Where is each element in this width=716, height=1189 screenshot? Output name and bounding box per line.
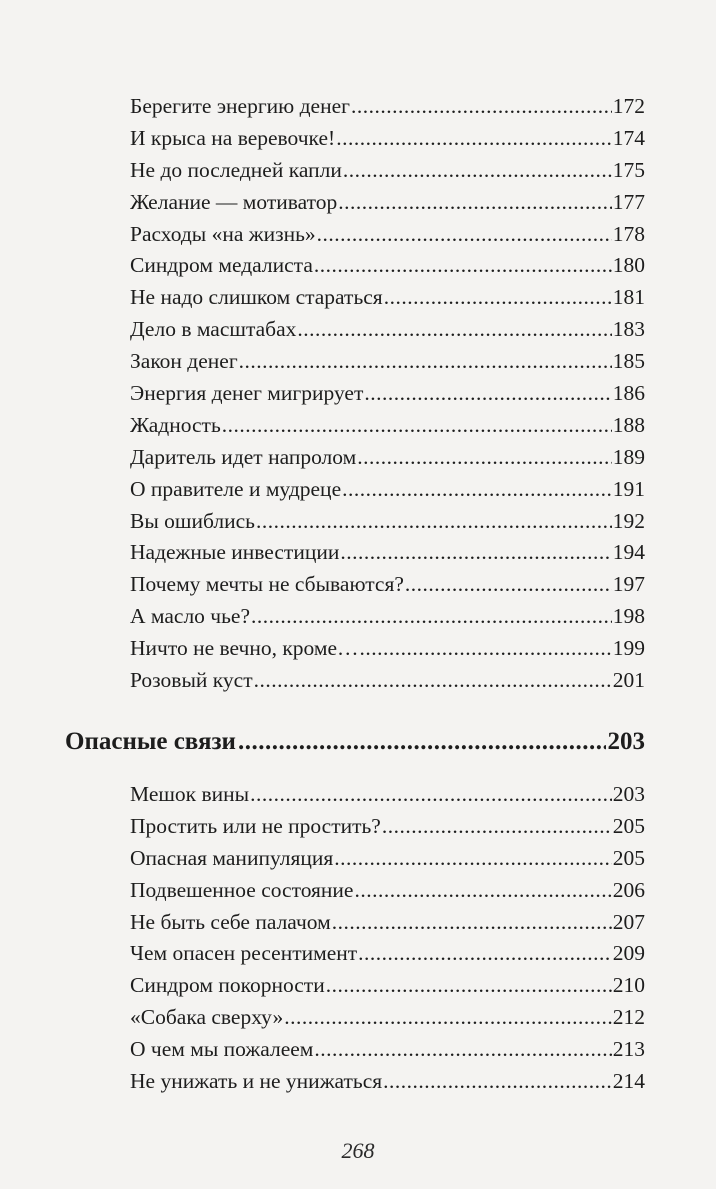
toc-entry-page: 175: [612, 157, 645, 182]
toc-entry-page: 214: [612, 1069, 645, 1094]
dot-leader: [357, 442, 612, 474]
toc-entry-title: Надежные инвестиции: [130, 540, 340, 565]
toc-entry: [130, 537, 645, 569]
toc-entry-page: 188: [612, 412, 645, 437]
toc-entry-title: О чем мы пожалеем: [130, 1037, 314, 1062]
dot-leader: [336, 123, 612, 155]
toc-entry-title: Закон денег: [130, 349, 238, 374]
toc-entry-page: 192: [612, 508, 645, 533]
toc-entry-title: Энергия денег мигрирует: [130, 381, 364, 406]
toc-entry-page: 185: [612, 349, 645, 374]
toc-entry-page: 205: [612, 813, 645, 838]
toc-entry-page: 207: [612, 909, 645, 934]
toc-entry: [130, 907, 645, 939]
toc-entry: [130, 474, 645, 506]
dot-leader: [332, 907, 612, 939]
toc-entry-page: 197: [612, 572, 645, 597]
toc-section-heading: [65, 722, 645, 762]
toc-entry-page: 209: [612, 941, 645, 966]
toc-entry-title: «Собака сверху»: [130, 1005, 284, 1030]
toc-entry-page: 174: [612, 125, 645, 150]
toc-entry-title: Дело в масштабах: [130, 317, 297, 342]
toc-entry-title: Не надо слишком стараться: [130, 285, 383, 310]
toc-entry: [130, 314, 645, 346]
toc-entry-page: 205: [612, 845, 645, 870]
toc-entry-page: 180: [612, 253, 645, 278]
dot-leader: [284, 1002, 612, 1034]
dot-leader: [297, 314, 611, 346]
toc-entry-title: Опасная манипуляция: [130, 845, 334, 870]
dot-leader: [256, 506, 612, 538]
toc-entry-page: 189: [612, 444, 645, 469]
toc-entry-page: 191: [612, 476, 645, 501]
toc-entry: [130, 282, 645, 314]
toc-entry: [130, 1002, 645, 1034]
dot-leader: [364, 378, 611, 410]
toc-entry: [130, 219, 645, 251]
toc-entry-page: 183: [612, 317, 645, 342]
toc-entry-title: Простить или не простить?: [130, 813, 381, 838]
toc-list-part1: [130, 91, 645, 697]
toc-entry-page: 172: [612, 94, 645, 118]
dot-leader: [254, 665, 612, 697]
toc-entry-title: И крыса на веревочке!: [130, 125, 336, 150]
toc-entry-title: Не унижать и не унижаться: [130, 1069, 383, 1094]
page-number: 268: [341, 1138, 375, 1163]
toc-entry-title: Желание — мотиватор: [130, 189, 338, 214]
toc-entry-title: Мешок вины: [130, 782, 250, 806]
toc-entry: [130, 875, 645, 907]
toc-entry: [130, 506, 645, 538]
dot-leader: [383, 1066, 612, 1098]
dot-leader: [351, 91, 612, 123]
toc-entry-title: Чем опасен ресентимент: [130, 941, 358, 966]
dot-leader: [354, 875, 611, 907]
dot-leader: [239, 346, 612, 378]
dot-leader: [326, 970, 612, 1002]
dot-leader: [405, 569, 612, 601]
toc-entry: [130, 378, 645, 410]
toc-entry: [130, 410, 645, 442]
toc-entry: [130, 250, 645, 282]
toc-entry: [130, 938, 645, 970]
toc-entry-page: 210: [612, 973, 645, 998]
toc-entry-title: Розовый куст: [130, 668, 253, 693]
dot-leader: [338, 187, 612, 219]
toc-entry-title: Синдром медалиста: [130, 253, 313, 278]
toc-entry: [130, 970, 645, 1002]
dot-leader: [250, 779, 612, 811]
dot-leader: [314, 250, 612, 282]
dot-leader: [358, 938, 612, 970]
toc-entry-title: Берегите энергию денег: [130, 94, 350, 118]
section-title: Опасные связи: [65, 728, 236, 755]
toc-entry-page: 201: [612, 668, 645, 693]
toc-entry-page: 213: [612, 1037, 645, 1062]
toc-entry: [130, 1034, 645, 1066]
toc-entry-page: 198: [612, 604, 645, 629]
toc-entry-page: 177: [612, 189, 645, 214]
dot-leader: [360, 633, 612, 665]
dot-leader: [317, 219, 612, 251]
dot-leader: [251, 601, 612, 633]
toc-entry: [130, 123, 645, 155]
toc-entry-title: Ничто не вечно, кроме…: [130, 636, 359, 661]
toc-entry-page: 203: [612, 782, 645, 806]
toc-entry: [130, 811, 645, 843]
toc-entry: [130, 779, 645, 811]
dot-leader: [238, 722, 606, 762]
toc-entry-title: Почему мечты не сбываются?: [130, 572, 404, 597]
dot-leader: [343, 155, 612, 187]
toc-entry-title: Жадность: [130, 412, 221, 437]
toc-entry: [130, 187, 645, 219]
toc-entry-title: Не до последней капли: [130, 157, 342, 182]
toc-entry-page: 181: [612, 285, 645, 310]
toc-entry-page: 186: [612, 381, 645, 406]
section-page: 203: [607, 728, 645, 755]
dot-leader: [340, 537, 611, 569]
toc-entry-title: Не быть себе палачом: [130, 909, 331, 934]
toc-entry-title: О правителе и мудреце: [130, 476, 342, 501]
toc-entry: [130, 91, 645, 123]
dot-leader: [382, 811, 612, 843]
toc-entry: [130, 155, 645, 187]
toc-entry: [130, 601, 645, 633]
toc-entry-title: Синдром покорности: [130, 973, 325, 998]
toc-entry: [130, 843, 645, 875]
toc-entry: [130, 346, 645, 378]
toc-entry-page: 212: [612, 1005, 645, 1030]
toc-entry-title: Расходы «на жизнь»: [130, 221, 316, 246]
toc-entry-title: Подвешенное состояние: [130, 877, 354, 902]
toc-entry-title: Вы ошиблись: [130, 508, 255, 533]
toc-entry-title: А масло чье?: [130, 604, 251, 629]
dot-leader: [314, 1034, 611, 1066]
dot-leader: [334, 843, 611, 875]
toc-entry: [130, 1066, 645, 1098]
toc-list-part2: [130, 779, 645, 1098]
dot-leader: [384, 282, 612, 314]
dot-leader: [222, 410, 612, 442]
toc-entry: [130, 665, 645, 697]
toc-entry-page: 178: [612, 221, 645, 246]
toc-entry: [130, 633, 645, 665]
toc-entry-page: 194: [612, 540, 645, 565]
toc-entry-page: 206: [612, 877, 645, 902]
toc-entry: [130, 569, 645, 601]
toc-entry-page: 199: [612, 636, 645, 661]
toc-entry-title: Даритель идет напролом: [130, 444, 357, 469]
toc-entry: [130, 442, 645, 474]
dot-leader: [342, 474, 612, 506]
